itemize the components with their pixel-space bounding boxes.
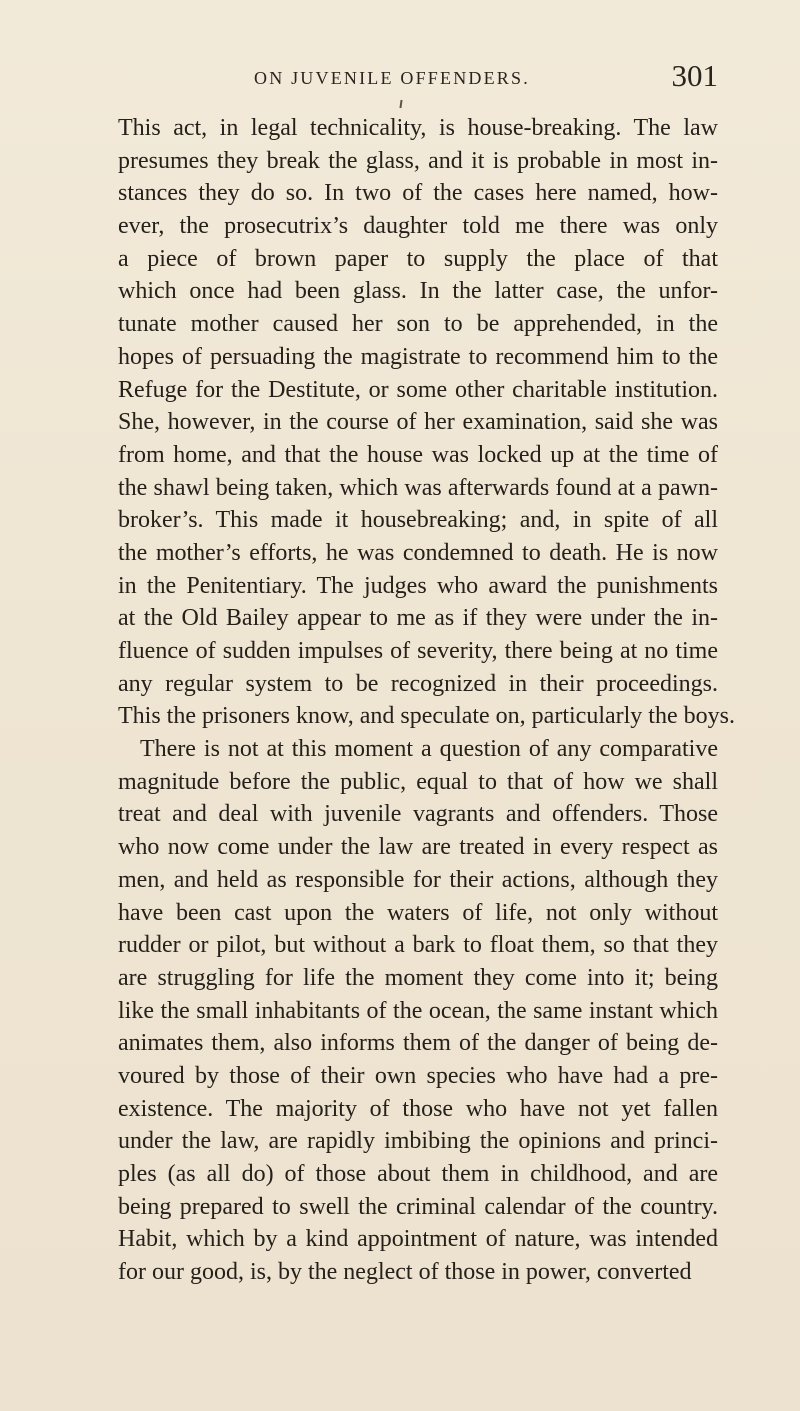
text-line-5: a piece of brown paper to supply the place of that	[118, 245, 718, 272]
text-line-34: being prepared to swell the criminal calendar of the country.	[118, 1193, 718, 1220]
text-line-9: Refuge for the Destitute, or some other charitable institution.	[118, 376, 718, 403]
text-line-8: hopes of persuading the magistrate to recommend him to the	[118, 343, 718, 370]
text-line-18: any regular system to be recognized in their proceedings.	[118, 670, 718, 697]
page-number: 301	[671, 58, 718, 93]
text-line-20: There is not at this moment a question of any comparative	[140, 736, 718, 763]
text-line-28: like the small inhabitants of the ocean, the same instant which	[118, 997, 718, 1024]
text-line-14: the mother’s efforts, he was condemned to death. He is now	[118, 539, 718, 566]
text-line-4: ever, the prosecutrix’s daughter told me there was only	[118, 213, 718, 240]
text-line-35: Habit, which by a kind appointment of nature, was intended	[118, 1226, 718, 1253]
text-line-13: broker’s. This made it housebreaking; and, in spite of all	[118, 507, 718, 534]
running-head	[118, 58, 718, 94]
text-line-33: ples (as all do) of those about them in childhood, and are	[118, 1161, 718, 1187]
text-line-2: presumes they break the glass, and it is probable in most in-	[118, 147, 718, 174]
text-line-32: under the law, are rapidly imbibing the opinions and princi-	[118, 1128, 718, 1155]
text-line-6: which once had been glass. In the latter case, the unfor-	[118, 278, 718, 305]
running-head-title: ON JUVENILE OFFENDERS.	[254, 68, 530, 88]
text-line-17: fluence of sudden impulses of severity, there being at no time	[118, 638, 718, 664]
text-line-10: She, however, in the course of her examination, said she was	[118, 409, 718, 436]
text-line-22: treat and deal with juvenile vagrants and offenders. Those	[118, 801, 718, 828]
text-line-27: are struggling for life the moment they come into it; being	[118, 964, 718, 991]
text-line-19: This the prisoners know, and speculate on, particularly the boys.	[118, 703, 735, 730]
text-line-12: the shawl being taken, which was afterwards found at a pawn-	[118, 474, 718, 501]
text-line-26: rudder or pilot, but without a bark to float them, so that they	[118, 932, 718, 959]
text-line-29: animates them, also informs them of the danger of being de-	[118, 1030, 718, 1057]
text-line-7: tunate mother caused her son to be apprehended, in the	[118, 311, 718, 338]
text-line-15: in the Penitentiary. The judges who award the punishments	[118, 572, 718, 599]
text-line-30: voured by those of their own species who have had a pre-	[118, 1062, 718, 1089]
text-line-21: magnitude before the public, equal to that of how we shall	[118, 768, 718, 795]
body-text	[118, 112, 735, 1289]
text-line-24: men, and held as responsible for their actions, although they	[118, 866, 718, 893]
print-mark	[399, 100, 402, 108]
text-line-23: who now come under the law are treated in every respect as	[118, 834, 718, 861]
text-line-1: This act, in legal technicality, is house-breaking. The law	[118, 115, 718, 141]
text-line-11: from home, and that the house was locked up at the time of	[118, 441, 718, 468]
text-line-3: stances they do so. In two of the cases here named, how-	[118, 180, 718, 207]
text-line-16: at the Old Bailey appear to me as if they were under the in-	[118, 605, 718, 632]
text-line-31: existence. The majority of those who have not yet fallen	[118, 1095, 718, 1122]
text-line-36: for our good, is, by the neglect of those in power, converted	[118, 1259, 692, 1286]
text-line-25: have been cast upon the waters of life, not only without	[118, 899, 718, 926]
